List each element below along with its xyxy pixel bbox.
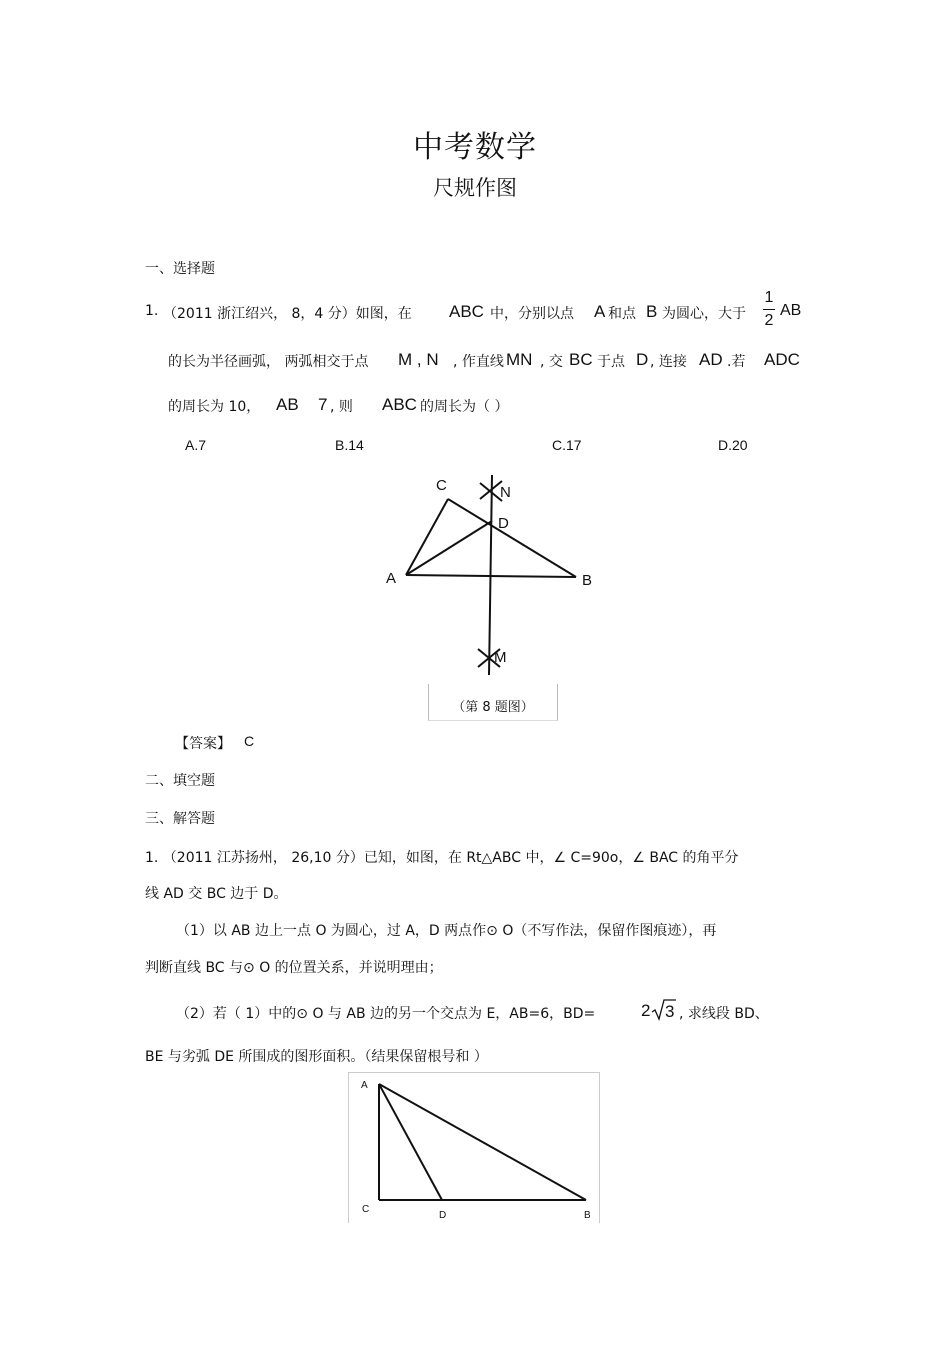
q1-text: , 交 bbox=[540, 354, 563, 370]
label-b: B bbox=[582, 572, 593, 589]
section-heading-solve: 三、解答题 bbox=[145, 811, 215, 827]
q1-text: .若 bbox=[727, 354, 746, 370]
q2-line6: BE 与劣弧 DE 所围成的图形面积。（结果保留根号和 ） bbox=[145, 1049, 488, 1065]
q1-text: 中，分别以点 bbox=[490, 306, 574, 322]
q1-figure bbox=[370, 465, 610, 685]
q1-ab2: AB bbox=[276, 395, 299, 414]
segment-ac bbox=[406, 499, 448, 575]
label-d: D bbox=[498, 515, 509, 532]
q1-ab: AB bbox=[780, 302, 802, 319]
page-title: 中考数学 bbox=[413, 130, 537, 165]
q1-text: 的周长为 10， bbox=[168, 399, 261, 415]
q1-seven: 7 bbox=[318, 395, 328, 414]
label-c: C bbox=[362, 1204, 370, 1215]
label-a: A bbox=[386, 570, 397, 587]
sqrt-coefficient: 2 bbox=[641, 1001, 651, 1020]
q2-figure bbox=[348, 1072, 600, 1224]
q1-adc: ADC bbox=[764, 350, 800, 369]
label-b: B bbox=[584, 1210, 591, 1221]
section-heading-fill: 二、填空题 bbox=[145, 773, 215, 789]
q1-caption: （第 8 题图） bbox=[452, 700, 534, 715]
q1-line-mn: MN bbox=[506, 350, 533, 369]
q1-caption-box bbox=[428, 684, 558, 721]
q2-line2: 线 AD 交 BC 边于 D。 bbox=[145, 886, 288, 902]
q1-point-b: B bbox=[646, 302, 658, 321]
page-subtitle: 尺规作图 bbox=[433, 176, 517, 200]
q2-line5-end: , 求线段 BD、 bbox=[679, 1006, 769, 1022]
q1-option-b: B.14 bbox=[335, 437, 364, 453]
sqrt-radicand: 3 bbox=[665, 1002, 675, 1021]
q1-answer-label: 【答案】 bbox=[175, 736, 231, 752]
q2-line5-text: （2）若（ 1）中的⊙ O 与 AB 边的另一个交点为 E，AB=6，BD= bbox=[176, 1006, 596, 1022]
q1-point-a: A bbox=[594, 302, 606, 321]
q1-abc2: ABC bbox=[382, 395, 417, 414]
section-heading-choice: 一、选择题 bbox=[145, 261, 215, 277]
q1-fraction bbox=[761, 289, 777, 330]
q1-bc: BC bbox=[569, 350, 593, 369]
q1-answer: C bbox=[244, 733, 255, 749]
q1-option-a: A.7 bbox=[185, 437, 207, 453]
q1-text: 的周长为（ ） bbox=[420, 399, 509, 415]
q1-text: , 连接 bbox=[650, 354, 687, 370]
fraction-numerator: 1 bbox=[764, 289, 774, 306]
q1-points-mn: M , N bbox=[398, 350, 439, 369]
q2-line1: 1. （2011 江苏扬州， 26,10 分）已知，如图，在 Rt△ABC 中，∠ C=90o，∠ BAC 的角平分 bbox=[145, 850, 739, 866]
q2-line4: 判断直线 BC 与⊙ O 的位置关系，并说明理由； bbox=[145, 960, 443, 976]
label-a: A bbox=[361, 1080, 368, 1091]
label-c: C bbox=[436, 477, 447, 494]
q1-text: , 作直线 bbox=[453, 354, 504, 370]
q1-ad: AD bbox=[699, 350, 723, 369]
label-n: N bbox=[500, 484, 511, 501]
q1-text: 和点 bbox=[608, 306, 636, 322]
q1-text: 为圆心，大于 bbox=[662, 306, 746, 322]
segment-ad bbox=[406, 521, 492, 575]
fraction-denominator: 2 bbox=[764, 312, 774, 329]
q1-number: 1. bbox=[145, 303, 159, 319]
segment-cb bbox=[448, 499, 576, 577]
q1-source: （2011 浙江绍兴， 8，4 分）如图，在 bbox=[163, 306, 412, 322]
q1-point-d: D bbox=[636, 350, 649, 369]
fraction-bar bbox=[763, 309, 775, 310]
q1-option-d: D.20 bbox=[718, 437, 748, 453]
label-d: D bbox=[439, 1210, 447, 1221]
label-m: M bbox=[494, 649, 507, 666]
q1-text: 于点 bbox=[597, 354, 625, 370]
q1-abc: ABC bbox=[449, 302, 484, 321]
q1-option-c: C.17 bbox=[552, 437, 582, 453]
q2-line3: （1）以 AB 边上一点 O 为圆心，过 A，D 两点作⊙ O（不写作法，保留作图痕迹），再 bbox=[176, 923, 717, 939]
q1-text: 的长为半径画弧， 两弧相交于点 bbox=[168, 354, 369, 370]
q1-text: , 则 bbox=[330, 399, 353, 415]
